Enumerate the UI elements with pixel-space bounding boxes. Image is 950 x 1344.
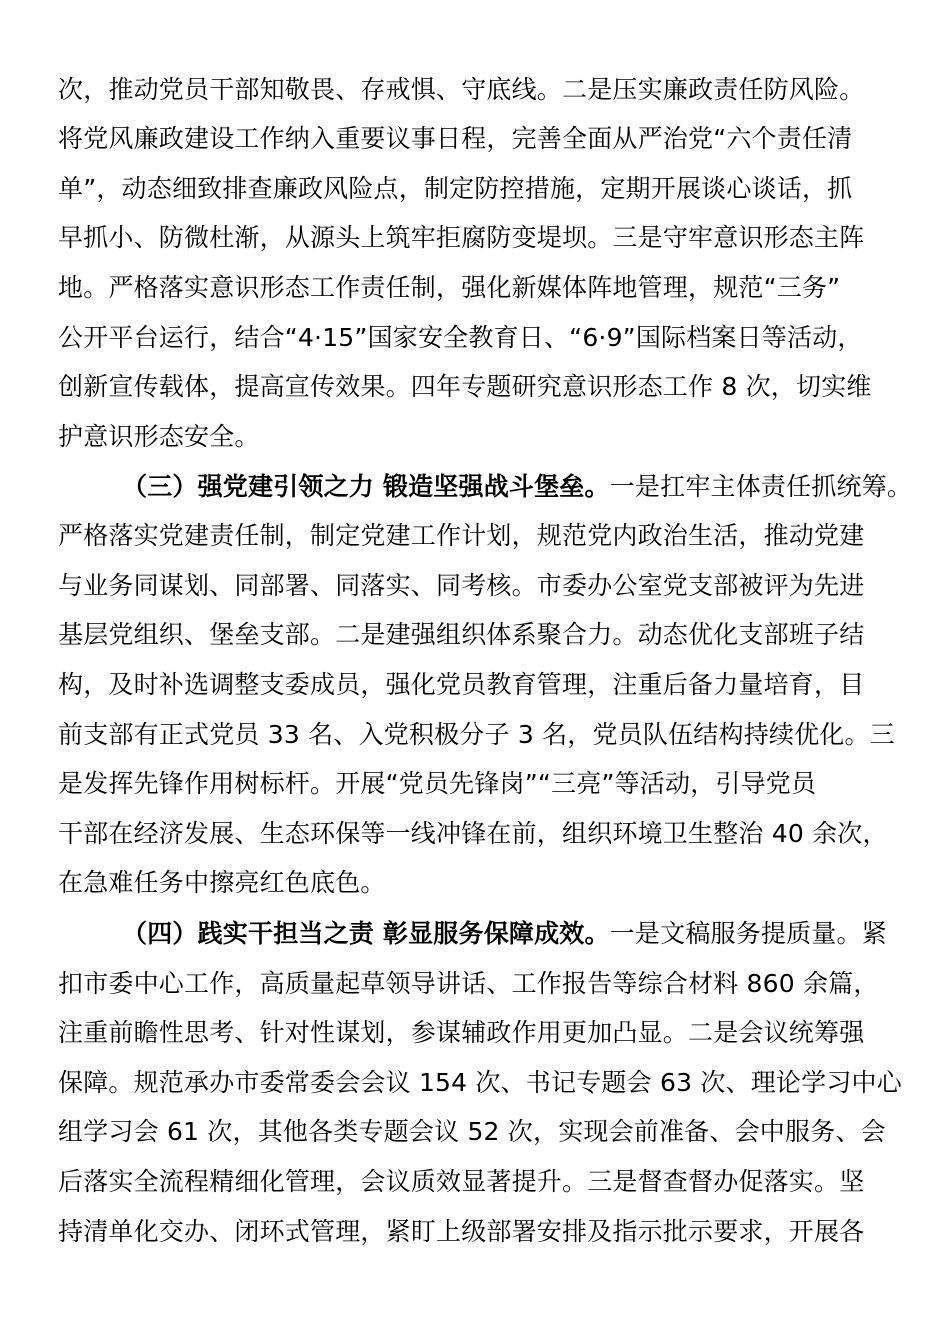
paragraph-line: 在急难任务中擦亮红色底色。 xyxy=(58,868,386,897)
paragraph-line: 创新宣传载体，提高宣传效果。四年专题研究意识形态工作 8 次，切实维 xyxy=(58,372,872,401)
paragraph-text: 一是文稿服务提质量。紧 xyxy=(609,919,887,948)
paragraph-line: 注重前瞻性思考、针对性谋划，参谋辅政作用更加凸显。二是会议统筹强 xyxy=(58,1018,865,1047)
paragraph-line: 保障。规范承办市委常委会会议 154 次、书记专题会 63 次、理论学习中心 xyxy=(58,1068,902,1097)
paragraph-line: 干部在经济发展、生态环保等一线冲锋在前，组织环境卫生整治 40 余次， xyxy=(58,819,888,848)
paragraph-line: 与业务同谋划、同部署、同落实、同考核。市委办公室党支部被评为先进 xyxy=(58,571,865,600)
paragraph-line: 严格落实党建责任制，制定党建工作计划，规范党内政治生活，推动党建 xyxy=(58,521,865,550)
paragraph-line: 构，及时补选调整支委成员，强化党员教育管理，注重后备力量培育，目 xyxy=(58,670,865,699)
paragraph-line: 单”，动态细致排查廉政风险点，制定防控措施，定期开展谈心谈话，抓 xyxy=(58,174,853,203)
paragraph-line: 基层党组织、堡垒支部。二是建强组织体系聚合力。动态优化支部班子结 xyxy=(58,620,865,649)
section-heading-4 xyxy=(122,918,887,950)
paragraph-line: 公开平台运行，结合“4·15”国家安全教育日、“6·9”国际档案日等活动， xyxy=(58,323,863,352)
paragraph-line: 次，推动党员干部知敬畏、存戒惧、守底线。二是压实廉政责任防风险。 xyxy=(58,75,865,104)
section-title-3: （三）强党建引领之力 锻造坚强战斗堡垒。 xyxy=(122,472,610,501)
paragraph-line: 护意识形态安全。 xyxy=(58,422,260,451)
paragraph-line: 组学习会 61 次，其他各类专题会议 52 次，实现会前准备、会中服务、会 xyxy=(58,1117,886,1146)
section-heading-3 xyxy=(122,471,912,503)
paragraph-line: 扣市委中心工作，高质量起草领导讲话、工作报告等综合材料 860 余篇， xyxy=(58,969,879,998)
paragraph-line: 是发挥先锋作用树标杆。开展“党员先锋岗”“三亮”等活动，引导党员 xyxy=(58,769,817,798)
paragraph-line: 持清单化交办、闭环式管理，紧盯上级部署安排及指示批示要求，开展各 xyxy=(58,1217,865,1246)
section-title-4: （四）践实干担当之责 彰显服务保障成效。 xyxy=(122,919,610,948)
paragraph-line: 地。严格落实意识形态工作责任制，强化新媒体阵地管理，规范“三务” xyxy=(58,273,841,302)
paragraph-line: 后落实全流程精细化管理，会议质效显著提升。三是督查督办促落实。坚 xyxy=(58,1167,865,1196)
paragraph-line: 前支部有正式党员 33 名、入党积极分子 3 名，党员队伍结构持续优化。三 xyxy=(58,720,895,749)
paragraph-line: 早抓小、防微杜渐，从源头上筑牢拒腐防变堤坝。三是守牢意识形态主阵 xyxy=(58,223,865,252)
paragraph-text: 一是扛牢主体责任抓统筹。 xyxy=(609,472,913,501)
paragraph-line: 将党风廉政建设工作纳入重要议事日程，完善全面从严治党“六个责任清 xyxy=(58,124,853,153)
